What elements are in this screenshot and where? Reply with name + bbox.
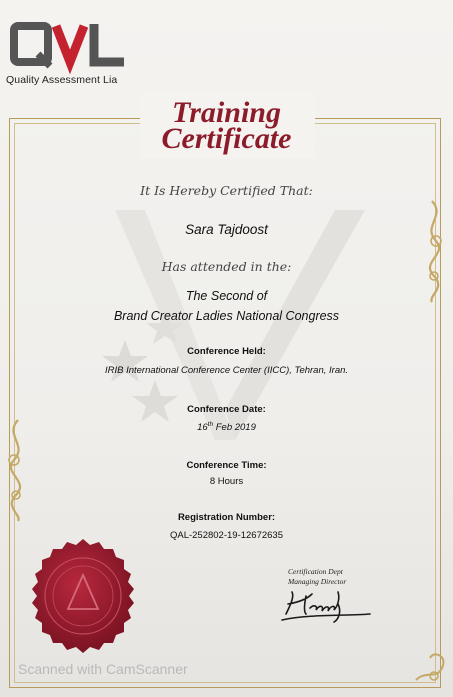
company-logo bbox=[4, 14, 134, 90]
registration-label: Registration Number: bbox=[177, 512, 276, 523]
duration-value: 8 Hours bbox=[209, 476, 244, 487]
date-rest: Feb 2019 bbox=[213, 422, 256, 434]
date-label: Conference Date: bbox=[187, 404, 266, 415]
logo-text: Quality Assessment Lia bbox=[6, 74, 118, 86]
venue-value: IRIB International Conference Center (IICC), Tehran, Iran. bbox=[104, 365, 349, 376]
event-line-1: The Second of bbox=[185, 289, 268, 303]
intro-text: It Is Hereby Certified That: bbox=[140, 183, 313, 198]
scanner-watermark-text: Scanned with CamScanner bbox=[18, 661, 188, 677]
registration-value: QAL-252802-19-12672635 bbox=[169, 530, 284, 541]
date-day: 16 bbox=[197, 422, 208, 434]
venue-label: Conference Held: bbox=[187, 346, 266, 357]
date-value bbox=[0, 421, 453, 433]
bottom-right-ornament-icon bbox=[412, 640, 450, 686]
wax-seal bbox=[22, 535, 144, 657]
signatory-dept: Certification Dept bbox=[288, 567, 343, 576]
signatory-title: Managing Director bbox=[288, 577, 347, 586]
recipient-name: Sara Tajdoost bbox=[185, 222, 268, 237]
title-line-1: Training bbox=[172, 96, 281, 129]
qal-logo-mark bbox=[8, 20, 128, 78]
duration-label: Conference Time: bbox=[186, 460, 267, 471]
attended-text: Has attended in the: bbox=[161, 259, 292, 274]
date-suffix: th bbox=[207, 421, 214, 428]
title-line-2: Certificate bbox=[161, 122, 292, 155]
event-line-2: Brand Creator Ladies National Congress bbox=[113, 309, 340, 323]
handwritten-signature bbox=[278, 584, 388, 624]
